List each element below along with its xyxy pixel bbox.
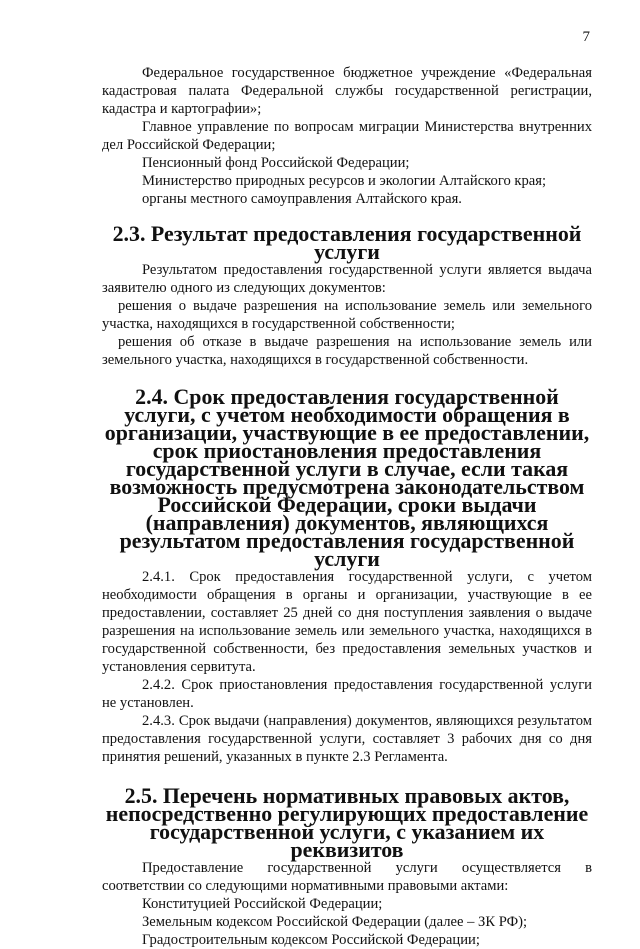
clause-2-4-1: 2.4.1. Срок предоставления государственной услуги, с учетом необходимости обращения в органы и организации, участвующие в ее предоставлении, составляет 25 дней со дня поступления заявления о выдаче разрешения на использование земель или земельного участка, находящихся в государственной собственности, без предоставления земельных участков и установления сервитута. <box>102 569 592 675</box>
clause-2-4-2: 2.4.2. Срок приостановления предоставления государственной услуги не установлен. <box>102 677 592 711</box>
legal-act-item: Конституцией Российской Федерации; <box>142 896 383 912</box>
section-2-4-heading: 2.4. Срок предоставления государственной услуги, с учетом необходимости обращения в организации, участвующие в ее предоставлении, срок приостановления предоставления государственной услуги в случае, если такая возможность предусмотрена законодательством Российской Федерации, сроки выдачи (направления) документов, являющихся результатом предоставления государственной услуги <box>104 384 590 571</box>
section-2-3-heading: 2.3. Результат предоставления государственной услуги <box>112 221 582 264</box>
paragraph-local-government: органы местного самоуправления Алтайского края. <box>142 191 462 207</box>
section-2-5-paragraph: Предоставление государственной услуги осуществляется в соответствии со следующими нормативными правовыми актами: <box>102 860 592 894</box>
section-2-3-list-item: решения об отказе в выдаче разрешения на использование земель или земельного участка, находящихся в государственной собственности. <box>102 334 592 368</box>
paragraph-cadastral-chamber: Федеральное государственное бюджетное учреждение «Федеральная кадастровая палата Федеральной службы государственной регистрации, кадастра и картографии»; <box>102 65 592 117</box>
legal-act-item: Земельным кодексом Российской Федерации (далее – ЗК РФ); <box>142 914 528 930</box>
page-content <box>102 64 592 949</box>
section-2-3-list-item: решения о выдаче разрешения на использование земель или земельного участка, находящихся в государственной собственности; <box>102 298 592 332</box>
paragraph-pension-fund: Пенсионный фонд Российской Федерации; <box>142 155 410 171</box>
clause-2-4-3: 2.4.3. Срок выдачи (направления) документов, являющихся результатом предоставления государственной услуги, составляет 3 рабочих дня со дня принятия решений, указанных в пункте 2.3 Регламента. <box>102 713 592 765</box>
legal-act-item: Градостроительным кодексом Российской Федерации; <box>142 932 480 948</box>
section-2-3-paragraph: Результатом предоставления государственной услуги является выдача заявителю одного из следующих документов: <box>102 262 592 296</box>
paragraph-natural-resources-ministry: Министерство природных ресурсов и экологии Алтайского края; <box>142 173 547 189</box>
page-number: 7 <box>582 29 590 45</box>
paragraph-migration-department: Главное управление по вопросам миграции Министерства внутренних дел Российской Федерации; <box>102 119 592 153</box>
section-2-5-heading: 2.5. Перечень нормативных правовых актов, непосредственно регулирующих предоставление государственной услуги, с указанием их реквизитов <box>105 783 589 862</box>
